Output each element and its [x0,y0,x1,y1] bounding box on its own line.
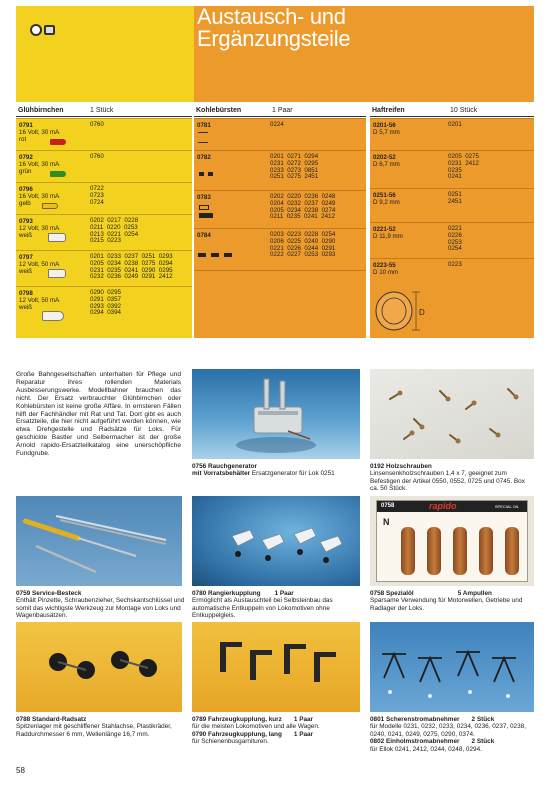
coupling-icon [192,496,360,586]
oil-box-brand: rapido [429,501,457,511]
table-row [16,182,192,212]
product-title: Fahrzeugkupplung, kurz [208,716,282,723]
oil-box-letter: N [383,517,390,527]
smoke-generator-icon [192,369,360,459]
photo-wood-screws [370,369,534,459]
product-number: 0788 [16,716,31,723]
part-description: D 9,2 mm [373,199,400,206]
tire-diameter-diagram [372,281,432,333]
product-description: für die meisten Lokomotiven und alle Wagen. [192,723,320,731]
brush-icon [199,213,213,218]
product-description: Linsensenkholzschrauben 1,4 x 7, geeignet zum Befestigen der Artikel 0550, 0552, 0725 und 0745. Box ca. 50 Stück. [370,470,525,493]
photo-wheelset [16,622,182,712]
compatible-models: 0202 0217 0228 0211 0220 0253 0213 0221 0254 0215 0223 [90,217,139,245]
compatible-models: 0290 0295 0291 0357 0293 0392 0294 0394 [90,289,121,317]
part-description: 16 Volt, 30 mA rot [19,129,60,143]
green-bulb-icon [50,171,66,177]
brush-icon [208,172,213,176]
product-number: 0801 [370,716,385,723]
product-title: Service-Besteck [32,590,82,597]
product-number: 0756 [192,463,207,470]
bulbs-column-title: Glühbirnchen [18,107,64,114]
photo-pantographs [370,622,534,712]
product-quantity: 2 Stück [471,716,495,723]
compatible-models: 0722 0723 0724 [90,185,104,206]
product-description: für Schienenbusgarnituren. [192,738,269,746]
part-number: 0221-52 [373,226,396,233]
product-subtitle: mit Vorratsbehälter [192,470,251,478]
bulbs-column-qty: 1 Stück [90,107,114,114]
bulbs-table [16,118,192,338]
compatible-models: 0201 [448,121,462,128]
brush-icon [199,205,209,210]
part-description: 16 Volt, 30 mA gelb [19,193,60,207]
white-bulb-icon [48,269,66,278]
divider [16,116,192,117]
caption-0759 [16,590,186,620]
part-description: D 11,9 mm [373,233,403,240]
part-number: 0202-52 [373,154,396,161]
product-description: Enthält Pinzette, Schraubenzieher, Sechskantschlüssel und somit das wichtigste Werkzeug zur Montage von Loks und Wagenbausätzen. [16,597,185,620]
product-number: 0789 [192,716,207,723]
caption-0780 [192,590,362,620]
table-row [16,118,192,148]
header-yellow-block [16,6,194,102]
oil-ampoule-icon [505,527,519,575]
product-quantity: 1 Paar [293,716,314,723]
product-number: 0759 [16,590,31,597]
brush-icon [198,253,206,257]
caption-0758 [370,590,534,612]
part-number: 0251-56 [373,192,396,199]
oil-box-banner [377,501,527,512]
photo-shunting-coupling [192,496,360,586]
part-number: 0793 [19,218,33,225]
compatible-models: 0202 0220 0236 0248 0204 0232 0237 0249 0205 0234 0238 0274 0211 0235 0241 2412 [270,193,336,221]
white-bulb-icon [42,311,64,321]
photo-vehicle-coupling [192,622,360,712]
table-row [194,118,366,148]
table-row [370,258,534,338]
table-row [370,118,534,148]
part-number: 0798 [19,290,33,297]
part-number: 0782 [197,154,211,161]
part-description: D 5,7 mm [373,129,400,136]
caption-0192 [370,463,534,493]
product-description: für Modelle 0231, 0232, 0233, 0234, 0236, 0237, 0238, 0240, 0241, 0249, 0275, 0290, 0374. [370,723,526,738]
divider [194,116,366,117]
brush-icon [211,253,219,257]
product-description: Sparsame Verwendung für Motorwellen, Getriebe und Radlager der Loks. [370,597,523,612]
page-title-line2: Ergänzungsteile [197,26,351,51]
product-quantity: 5 Ampullen [457,590,492,597]
red-bulb-icon [50,139,66,145]
product-title: Rangierkupplung [208,590,261,597]
tires-table [370,118,534,338]
product-description: Ermöglicht als Austauschteil bei Selbsteinbau das automatische Entkuppeln von Lokomotiven ohne Entkuppelgleis. [192,597,333,620]
oil-ampoule-icon [453,527,467,575]
part-description: 12 Volt, 30 mA weiß [19,225,60,239]
yellow-bulb-icon [42,203,58,209]
pantograph-icon [370,622,534,712]
oil-ampoule-icon [401,527,415,575]
part-description: D 10 mm [373,269,399,276]
oil-ampoule-icon [427,527,441,575]
part-number: 0791 [19,122,33,129]
part-number: 0223-55 [373,262,396,269]
divider [370,116,534,117]
product-title: Spezialöl [386,590,414,597]
part-description: 12 Volt, 50 mA weiß [19,261,60,275]
product-title: Einholmstromabnehmer [386,738,460,746]
oil-box-number: 0758 [381,503,395,509]
product-title: Standard-Radsatz [32,716,87,723]
tweezers-icon [16,496,182,586]
part-number: 0781 [197,122,211,129]
brush-spring-icon [198,132,208,136]
product-quantity: 1 Paar [293,730,314,738]
compatible-models: 0760 [90,121,104,128]
compatible-models: 0201 0271 0294 0231 0272 0295 0233 0273 0851 0251 0275 2451 [270,153,319,181]
product-number: 0780 [192,590,207,597]
screw-icon [370,369,534,459]
product-quantity: 1 Paar [274,590,294,597]
product-description: Spitzenlager mit geschliffener Stahlachse, Plastikräder, Raddurchmesser 6 mm, Wellenlänge 16,7 mm. [16,723,172,738]
part-description: D 6,7 mm [373,161,400,168]
page-title-line1: Austausch- und [197,4,346,29]
brush-icon [224,253,232,257]
bulb-socket-icon [44,25,55,35]
compatible-models: 0203 0223 0228 0254 0206 0225 0240 0290 0221 0226 0244 0291 0222 0227 0253 0293 [270,231,336,259]
table-row [370,150,534,186]
bulb-socket-icon [30,24,42,36]
part-number: 0797 [19,254,33,261]
caption-0801-0802 [370,716,534,753]
table-row [16,250,192,284]
caption-0756 [192,463,362,478]
table-row [194,150,366,188]
product-title: Fahrzeugkupplung, lang [208,730,282,738]
wheelset-icon [16,622,182,712]
brushes-column-title: Kohlebürsten [196,107,242,114]
product-description: Ersatzgenerator für Lok 0251 [250,470,335,478]
tires-column-qty: 10 Stück [450,107,478,114]
compatible-models: 0251 2451 [448,191,462,205]
brush-icon [199,172,204,176]
caption-0789-0790 [192,716,364,746]
table-row [194,190,366,226]
table-row [370,222,534,256]
photo-smoke-generator [192,369,360,459]
table-row [16,150,192,180]
table-row [16,214,192,248]
page-number: 58 [16,766,25,775]
table-row [370,188,534,220]
brushes-column-qty: 1 Paar [272,107,293,114]
part-description: 12 Volt, 50 mA weiß [19,297,60,311]
part-number: 0784 [197,232,211,239]
brush-spring-icon [198,139,208,143]
table-row [194,228,366,268]
intro-paragraph: Große Bahngesellschaften unterhalten für Pflege und Reparatur ihres rollenden Materials Ausbesserungswerke. Modellbahner brauchen das nicht. Der Ersatz verbrauchter Glühbirnchen oder Kohlebürsten ist keine große Affäre. In ernsteren Fällen hilft der Fachhändler mit Rat und Tat. Dort gibt es auch Ersatzteile, die hier nicht aufgeführt werden können, wie etwa Drehgestelle und Radsätze für Loks. Für geschickte Bastler und Selbermacher ist der große Arnold rapido-Ersatzteilkatalog eine unerschöpfliche Fundgrube. [16,371,181,458]
compatible-models: 0205 0275 0231 2412 0235 0241 [448,153,479,181]
caption-0788 [16,716,186,738]
part-number: 0783 [197,194,211,201]
part-description: 16 Volt, 30 mA grün [19,161,60,175]
oil-ampoules [401,519,521,579]
white-bulb-icon [48,233,66,242]
brushes-table [194,118,366,338]
product-title: Scherenstromabnehmer [386,716,460,723]
compatible-models: 0221 0226 0253 0254 [448,225,462,253]
diameter-label: D [419,308,425,317]
oil-ampoule-icon [479,527,493,575]
compatible-models: 0760 [90,153,104,160]
photo-service-kit [16,496,182,586]
product-title: Rauchgenerator [208,463,258,470]
part-number: 0796 [19,186,33,193]
compatible-models: 0223 [448,261,462,268]
product-number: 0802 [370,738,385,746]
part-number: 0792 [19,154,33,161]
compatible-models: 0224 [270,121,284,128]
compatible-models: 0201 0233 0237 0251 0293 0205 0234 0238 0275 0294 0231 0235 0241 0290 0295 0232 0236 0249 0291 2412 [90,253,173,281]
product-number: 0192 [370,463,385,470]
product-title: Holzschrauben [386,463,432,470]
page-title [197,6,350,50]
product-quantity: 2 Stück [471,738,495,746]
product-number: 0790 [192,730,207,738]
oil-box-label: SPECIAL OIL [494,504,520,509]
tires-column-title: Haftreifen [372,107,405,114]
product-description: für Ellok 0241, 2412, 0244, 0248, 0294. [370,745,482,753]
vehicle-coupling-icon [192,622,360,712]
table-row [194,270,366,326]
oil-box [376,500,528,582]
part-number: 0201-56 [373,122,396,129]
table-row [16,286,192,326]
product-number: 0758 [370,590,385,597]
photo-special-oil [370,496,534,586]
